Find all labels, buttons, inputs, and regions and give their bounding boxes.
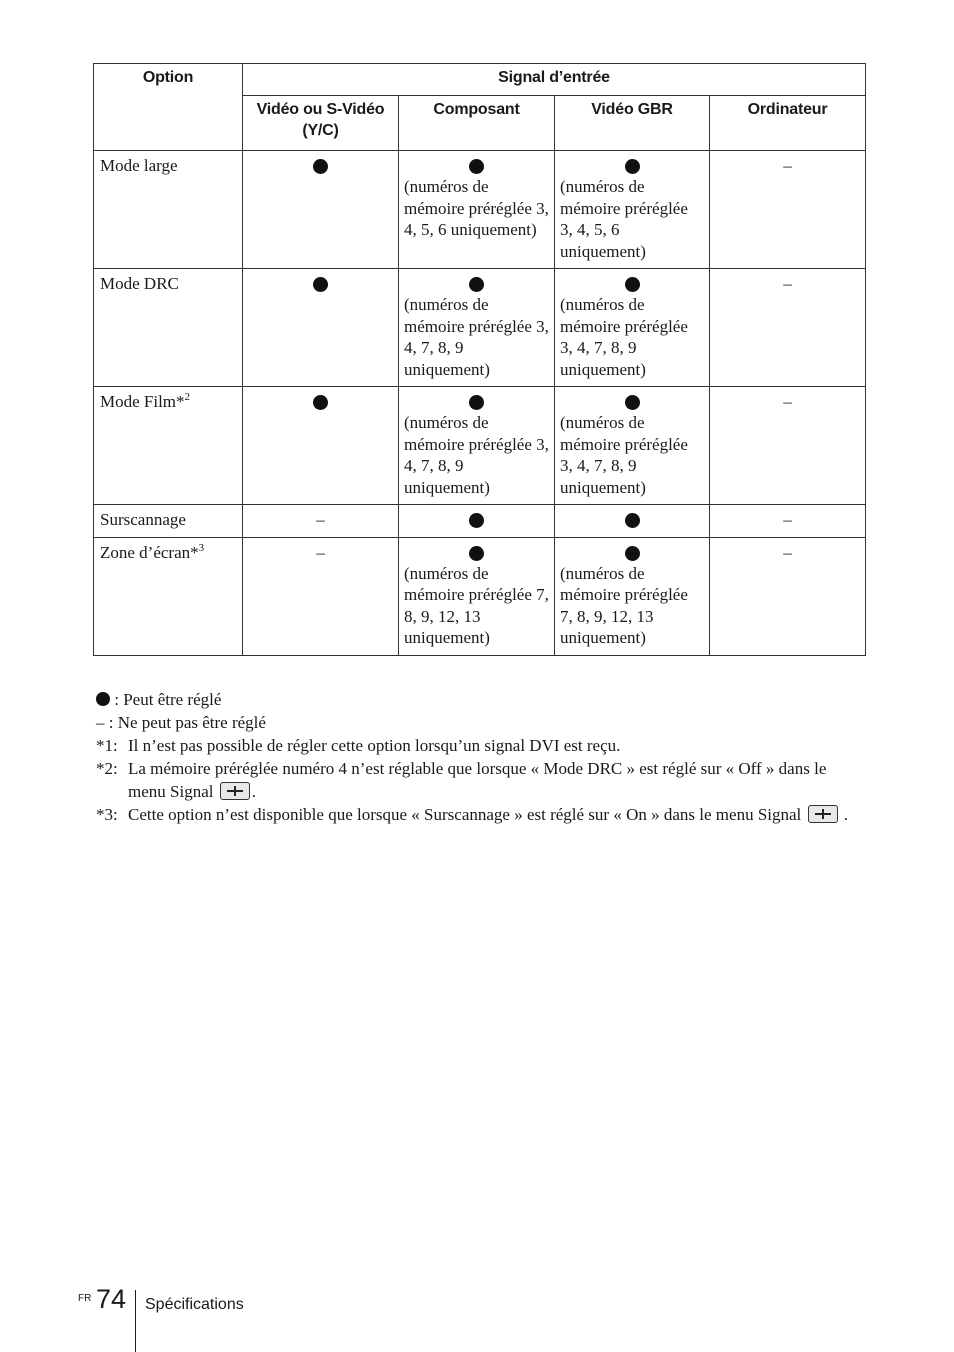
table-cell xyxy=(243,269,399,387)
filled-circle-icon xyxy=(469,546,484,561)
dash-mark: – xyxy=(783,542,792,562)
filled-circle-icon xyxy=(625,513,640,528)
dash-mark: – xyxy=(316,542,325,562)
specifications-table xyxy=(93,63,866,656)
table-cell xyxy=(710,505,866,538)
option-text: Zone d’écran* xyxy=(100,542,199,562)
header-column: Vidéo ou S-Vidéo (Y/C) xyxy=(243,96,399,151)
header-column: Ordinateur xyxy=(710,96,866,151)
table-cell xyxy=(399,387,555,505)
footer-divider xyxy=(135,1290,136,1352)
table-row xyxy=(94,269,866,387)
footnote-key: *1: xyxy=(96,736,118,755)
table-cell xyxy=(243,505,399,538)
header-signal: Signal d’entrée xyxy=(243,64,866,96)
table-cell xyxy=(555,151,710,269)
table-cell xyxy=(555,387,710,505)
row-option-label xyxy=(94,387,243,505)
footnote-2 xyxy=(96,757,866,803)
table-cell xyxy=(399,269,555,387)
cell-note: (numéros de mémoire préréglée 3, 4, 5, 6 uniquement) xyxy=(560,177,688,261)
filled-circle-icon xyxy=(96,692,110,706)
footnote-end: . xyxy=(843,805,849,824)
table-cell xyxy=(555,269,710,387)
dash-mark: – xyxy=(783,392,792,411)
cell-note: (numéros de mémoire préréglée 7, 8, 9, 12, 13 uniquement) xyxy=(404,563,549,647)
filled-circle-icon xyxy=(469,513,484,528)
filled-circle-icon xyxy=(469,395,484,410)
footnote-end: . xyxy=(251,782,256,801)
table-cell xyxy=(399,151,555,269)
table-cell xyxy=(243,151,399,269)
footnote-text: Cette option n’est disponible que lorsque « Surscannage » est réglé sur « On » dans le menu Signal xyxy=(128,805,802,824)
dash-mark: – xyxy=(783,156,792,175)
dash-mark: – xyxy=(783,510,792,529)
header-option: Option xyxy=(94,64,243,151)
option-text: Mode Film* xyxy=(100,392,185,411)
filled-circle-icon xyxy=(469,277,484,292)
table-cell xyxy=(710,269,866,387)
filled-circle-icon xyxy=(469,159,484,174)
cell-note: (numéros de mémoire préréglée 3, 4, 7, 8, 9 uniquement) xyxy=(404,295,549,379)
table-cell xyxy=(399,537,555,655)
footnote-text: La mémoire préréglée numéro 4 n’est réglable que lorsque « Mode DRC » est réglé sur « Off » dans le menu Signal xyxy=(128,759,827,801)
filled-circle-icon xyxy=(313,395,328,410)
header-column: Composant xyxy=(399,96,555,151)
footer-language: FR xyxy=(78,1293,92,1304)
row-option-label xyxy=(94,151,243,269)
page-number: 74 xyxy=(96,1284,127,1314)
legend-dot xyxy=(96,688,866,711)
cell-note: (numéros de mémoire préréglée 3, 4, 7, 8, 9 uniquement) xyxy=(404,413,549,497)
cell-note: (numéros de mémoire préréglée 3, 4, 7, 8, 9 uniquement) xyxy=(560,413,688,497)
signal-menu-icon xyxy=(220,782,250,800)
cell-note: (numéros de mémoire préréglée 7, 8, 9, 12, 13 uniquement) xyxy=(560,563,688,647)
footnote-ref: 3 xyxy=(198,541,205,554)
option-text: Mode large xyxy=(100,156,178,175)
filled-circle-icon xyxy=(625,546,640,561)
legend-dash xyxy=(96,711,866,734)
table-cell xyxy=(399,505,555,538)
section-title: Spécifications xyxy=(145,1296,244,1313)
footnote-3 xyxy=(96,803,866,826)
legend-and-footnotes xyxy=(96,688,866,826)
filled-circle-icon xyxy=(625,277,640,292)
option-text: Mode DRC xyxy=(100,274,179,293)
footnote-key: *3: xyxy=(96,805,118,824)
filled-circle-icon xyxy=(625,159,640,174)
row-option-label xyxy=(94,537,243,655)
row-option-label xyxy=(94,505,243,538)
footnote-1 xyxy=(96,734,866,757)
table-cell xyxy=(710,151,866,269)
signal-menu-icon xyxy=(808,805,838,823)
filled-circle-icon xyxy=(313,277,328,292)
header-column: Vidéo GBR xyxy=(555,96,710,151)
table-row xyxy=(94,537,866,655)
table-cell xyxy=(243,387,399,505)
filled-circle-icon xyxy=(625,395,640,410)
cell-note: (numéros de mémoire préréglée 3, 4, 7, 8, 9 uniquement) xyxy=(560,295,688,379)
footnote-ref: 2 xyxy=(184,391,191,403)
legend-dash-text: – : Ne peut pas être réglé xyxy=(96,713,266,732)
table-body xyxy=(94,151,866,656)
table-row xyxy=(94,505,866,538)
dash-mark: – xyxy=(316,510,325,529)
table-cell xyxy=(710,387,866,505)
footnote-text: Il n’est pas possible de régler cette option lorsqu’un signal DVI est reçu. xyxy=(128,736,621,755)
footnote-key: *2: xyxy=(96,759,118,778)
table-row xyxy=(94,387,866,505)
legend-dot-text: : Peut être réglé xyxy=(110,690,222,709)
row-option-label xyxy=(94,269,243,387)
dash-mark: – xyxy=(783,274,792,293)
table-cell xyxy=(555,505,710,538)
cell-note: (numéros de mémoire préréglée 3, 4, 5, 6 uniquement) xyxy=(404,177,549,239)
table-cell xyxy=(243,537,399,655)
filled-circle-icon xyxy=(313,159,328,174)
table-row xyxy=(94,151,866,269)
table-cell xyxy=(710,537,866,655)
table-cell xyxy=(555,537,710,655)
option-text: Surscannage xyxy=(100,510,186,529)
